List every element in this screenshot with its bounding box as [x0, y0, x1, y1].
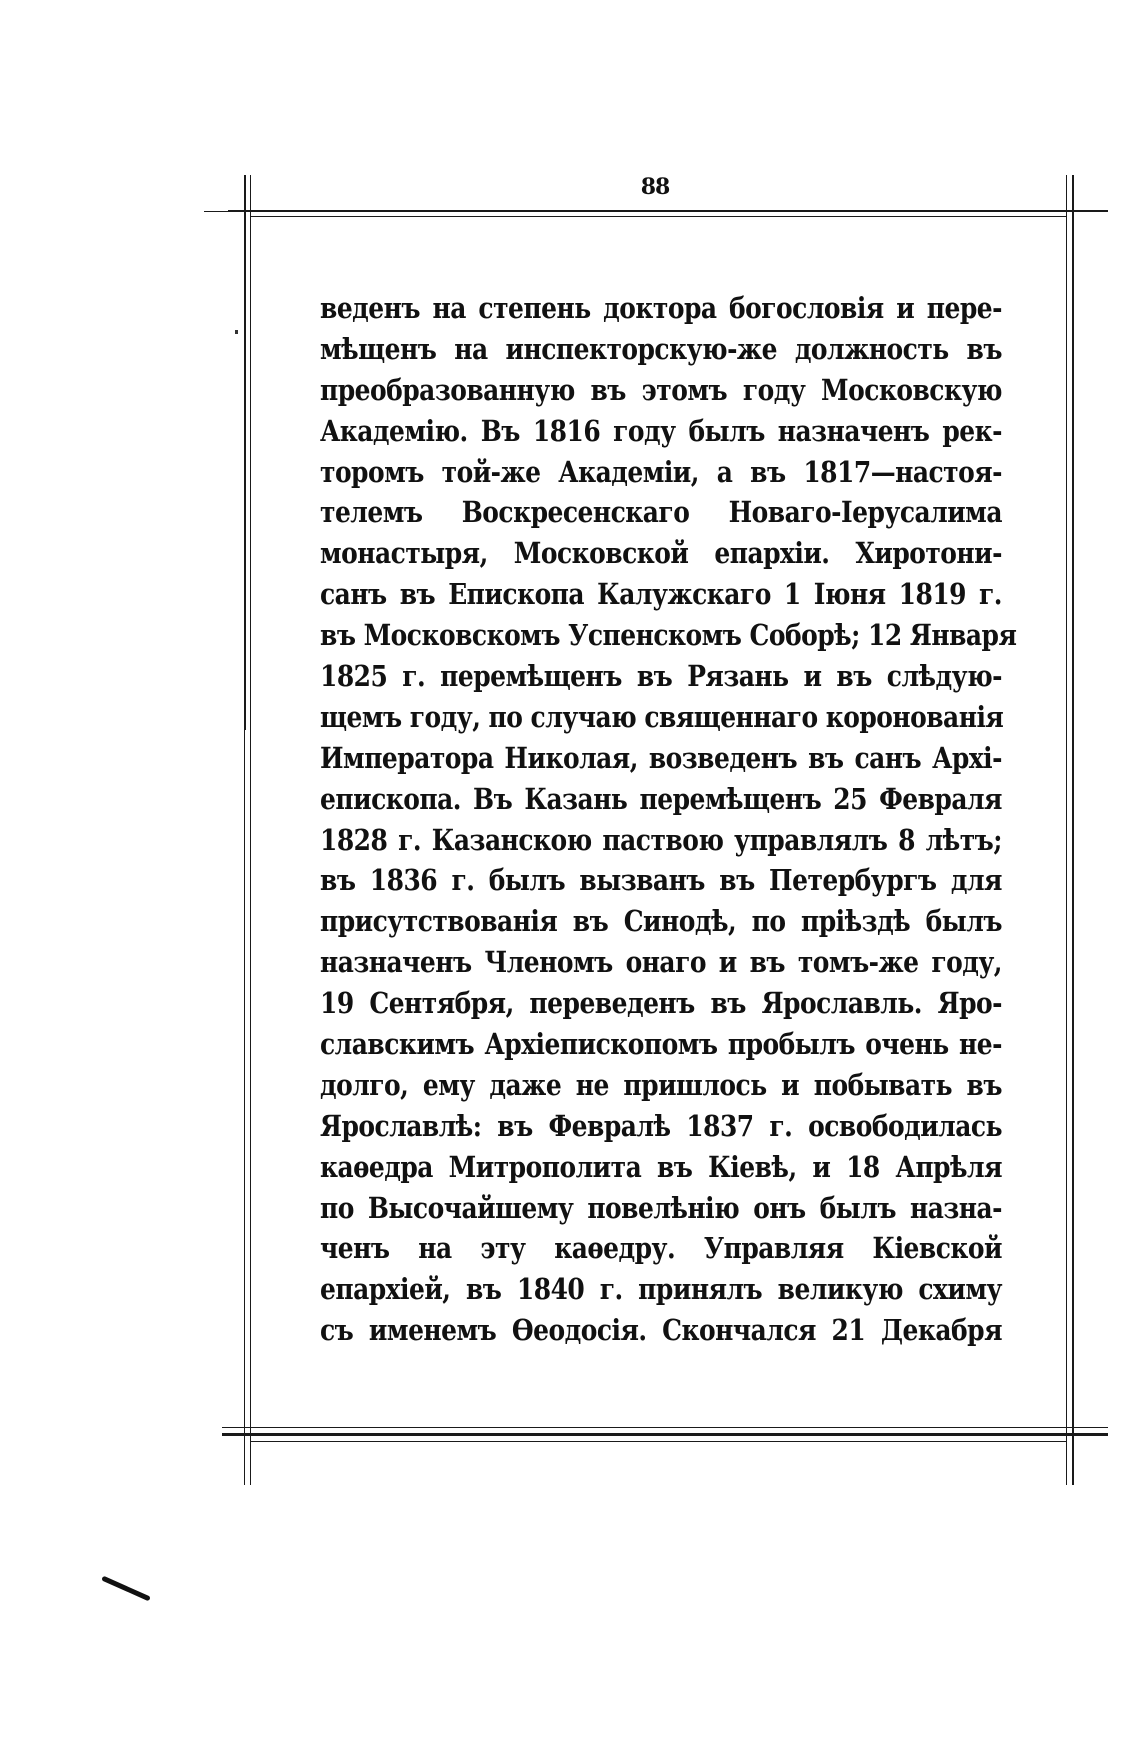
text-line: телемъ Воскресенскаго Новаго-Іерусалима — [320, 495, 1002, 530]
top-rule-left-tick — [204, 211, 230, 212]
frame-left-outer-lower — [244, 730, 245, 1485]
top-rule-thin — [250, 216, 1066, 217]
text-line: щемъ году, по случаю священнаго коронованія — [320, 699, 1004, 734]
text-line: 1828 г. Казанскою паствою управлялъ 8 лѣтъ; — [320, 822, 1002, 857]
bottom-rule-thin-2 — [250, 1441, 1066, 1442]
bottom-rule-thin — [222, 1427, 1108, 1428]
top-rule-thick — [228, 210, 1108, 212]
text-line: мѣщенъ на инспекторскую-же должность въ — [320, 331, 1002, 366]
frame-right-inner — [1066, 175, 1067, 1485]
text-line: епископа. Въ Казань перемѣщенъ 25 Февраля — [320, 781, 1002, 816]
text-line: присутствованія въ Синодѣ, по пріѣздѣ былъ — [320, 904, 1002, 939]
text-line: славскимъ Архіепископомъ пробылъ очень не- — [320, 1027, 1002, 1062]
text-line: ченъ на эту каѳедру. Управляя Кіевской — [320, 1231, 1002, 1266]
text-line: Императора Николая, возведенъ въ санъ Архі- — [320, 740, 1002, 775]
text-line: монастыря, Московской епархіи. Хиротони- — [320, 536, 1002, 571]
text-line: долго, ему даже не пришлось и побывать въ — [320, 1067, 1002, 1102]
scan-stroke-mark — [101, 1576, 151, 1602]
page-number: 88 — [640, 174, 670, 200]
frame-right-outer — [1072, 175, 1074, 1485]
text-line: санъ въ Епископа Калужскаго 1 Іюня 1819 г. — [320, 577, 1002, 612]
frame-left-inner — [250, 175, 251, 1485]
text-line: каѳедра Митрополита въ Кіевѣ, и 18 Апрѣля — [320, 1149, 1002, 1184]
text-line: Ярославлѣ: въ Февралѣ 1837 г. освободилась — [320, 1108, 1002, 1143]
text-line: 1825 г. перемѣщенъ въ Рязань и въ слѣдую- — [320, 659, 1002, 694]
text-line: преобразованную въ этомъ году Московскую — [320, 372, 1002, 407]
text-line: по Высочайшему повелѣнію онъ былъ назна- — [320, 1190, 1002, 1225]
text-line: веденъ на степень доктора богословія и пере- — [320, 291, 1002, 325]
text-line: епархіей, въ 1840 г. принялъ великую схиму — [320, 1272, 1002, 1307]
text-line: Академію. Въ 1816 году былъ назначенъ рек- — [320, 413, 1002, 448]
frame-left-outer — [244, 175, 246, 730]
scan-speck — [235, 330, 238, 334]
text-line: въ Московскомъ Успенскомъ Соборѣ; 12 Января — [320, 618, 1017, 653]
text-line: торомъ той-же Академіи, а въ 1817—настоя- — [320, 454, 1002, 489]
bottom-rule-thick — [222, 1433, 1108, 1436]
body-text — [320, 288, 1017, 1351]
text-line: назначенъ Членомъ онаго и въ томъ-же году, — [320, 945, 1002, 980]
text-line: въ 1836 г. былъ вызванъ въ Петербургъ для — [320, 863, 1002, 898]
text-line: съ именемъ Ѳеодосія. Скончался 21 Декабря — [320, 1313, 1002, 1348]
text-line: 19 Сентября, переведенъ въ Ярославль. Яро- — [320, 986, 1002, 1021]
